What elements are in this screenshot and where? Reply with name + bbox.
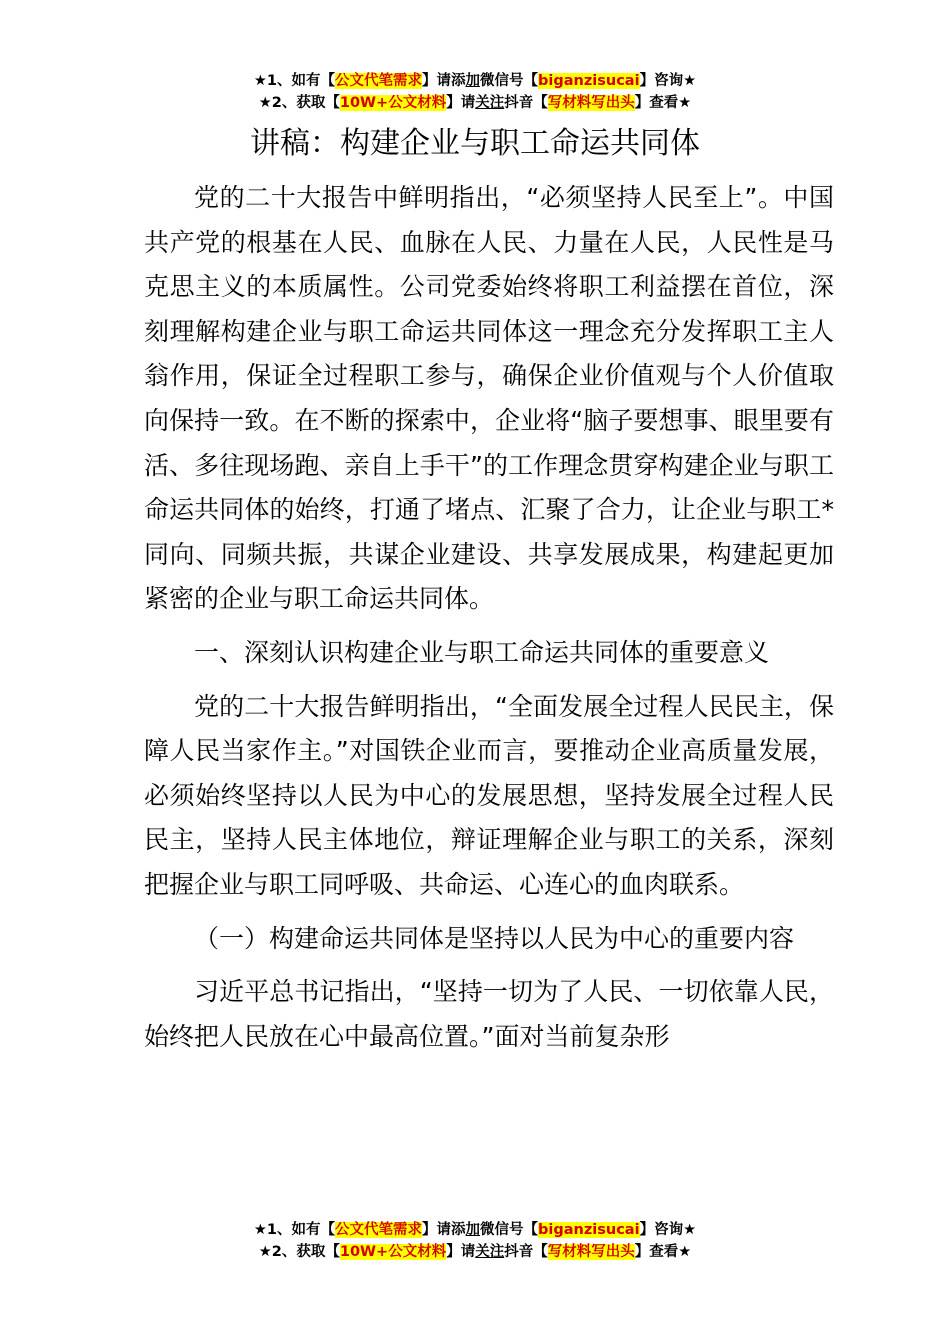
paragraph-subsection-1: 习近平总书记指出，“坚持一切为了人民、一切依靠人民，始终把人民放在心中最高位置。”面对当前复杂形 [144, 977, 834, 1051]
paragraph-intro: 党的二十大报告中鲜明指出，“必须坚持人民至上”。中国共产党的根基在人民、血脉在人民、力量在人民，人民性是马克思主义的本质属性。公司党委始终将职工利益摆在首位，深刻理解构建企业与职工命运共同体这一理念充分发挥职工主人翁作用，保证全过程职工参与，确保企业价值观与个人价值取向保持一致。在不断的探索中，企业将“脑子要想事、眼里要有活、多往现场跑、亲自上手干”的工作理念贯穿构建企业与职工命运共同体的始终，打通了堵点、汇聚了合力，让企业与职工*同向、同频共振，共谋企业建设、共享发展成果，构建起更加紧密的企业与职工命运共同体。 [144, 183, 834, 614]
promo-banner-top [0, 70, 950, 114]
promo-text: 】请添 [422, 73, 466, 89]
promo-text: 】咨询★ [639, 73, 697, 89]
promo-text: 微信号【 [480, 1222, 539, 1238]
promo-text: ★1、如有【 [253, 73, 336, 89]
promo-text: 】请添 [422, 1222, 466, 1238]
document-title: 讲稿：构建企业与职工命运共同体 [250, 126, 700, 161]
promo-text: ★1、如有【 [253, 1222, 336, 1238]
promo-highlight: biganzisucai [538, 1222, 640, 1238]
promo-line-1 [0, 70, 950, 92]
promo-text: 】咨询★ [639, 1222, 697, 1238]
promo-underline: 加 [465, 1222, 481, 1238]
promo-text: 】请 [446, 95, 476, 111]
promo-highlight: 写材料写出头 [547, 1244, 635, 1260]
promo-text: 抖音【 [504, 95, 548, 111]
subsection-heading-1: （一）构建命运共同体是坚持以人民为中心的重要内容 [194, 923, 795, 953]
promo-text: ★2、获取【 [258, 1244, 340, 1260]
promo-line-2 [0, 92, 950, 114]
promo-underline: 关注 [475, 1244, 505, 1260]
promo-text: 】查看★ [634, 95, 692, 111]
promo-highlight: 写材料写出头 [547, 95, 635, 111]
paragraph-section-1: 党的二十大报告鲜明指出，“全面发展全过程人民民主，保障人民当家作主。”对国铁企业而言，要推动企业高质量发展，必须始终坚持以人民为中心的发展思想，坚持发展全过程人民民主，坚持人民主体地位，辩证理解企业与职工的关系，深刻把握企业与职工同呼吸、共命运、心连心的血肉联系。 [144, 691, 834, 899]
promo-highlight: 10W+公文材料 [339, 95, 447, 111]
promo-text: 抖音【 [504, 1244, 548, 1260]
promo-text: 】查看★ [634, 1244, 692, 1260]
promo-underline: 关注 [475, 95, 505, 111]
promo-text: 微信号【 [480, 73, 539, 89]
promo-highlight: biganzisucai [538, 73, 640, 89]
promo-line-1 [0, 1219, 950, 1241]
document-body [144, 176, 834, 1059]
promo-highlight: 公文代笔需求 [335, 73, 423, 89]
promo-highlight: 10W+公文材料 [339, 1244, 447, 1260]
promo-text: ★2、获取【 [258, 95, 340, 111]
promo-underline: 加 [465, 73, 481, 89]
promo-highlight: 公文代笔需求 [335, 1222, 423, 1238]
promo-text: 】请 [446, 1244, 476, 1260]
promo-line-2 [0, 1241, 950, 1263]
section-heading-1: 一、深刻认识构建企业与职工命运共同体的重要意义 [194, 637, 770, 667]
promo-banner-bottom [0, 1219, 950, 1263]
